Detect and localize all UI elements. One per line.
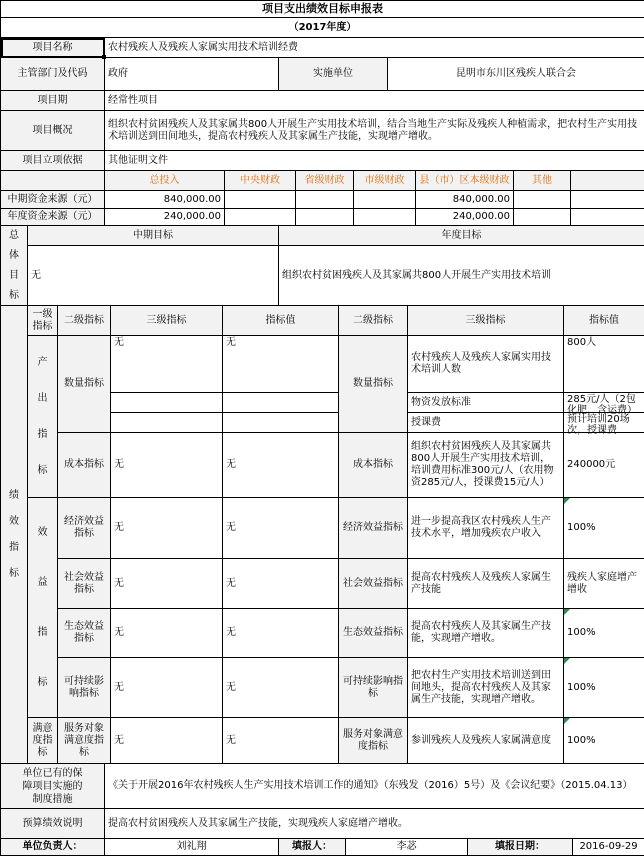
benefit-l3-right: 进一步提高我区农村残疾人生产技术水平，增加残疾农户收入 (408, 498, 564, 559)
benefit-row-ecologic (58, 609, 644, 658)
quantity-row-val: 800人 (564, 336, 644, 393)
benefit-label-right: 生态效益指标 (339, 609, 408, 658)
unit-head-value: 刘礼翔 (105, 839, 279, 856)
quantity-row-val: 285元/人（2包化肥，含运费） (564, 393, 644, 413)
unit-head-label: 单位负责人： (1, 839, 105, 856)
benefit-label-left: 社会效益指标 (58, 559, 111, 609)
benefit-group (28, 498, 644, 718)
benefit-l3-left: 无 (111, 559, 223, 609)
project-overview-label: 项目概况 (1, 111, 105, 151)
benefit-row-social (58, 559, 644, 609)
overall-goals-side-label: 总体目标 (1, 226, 28, 306)
cost-label-right: 成本指标 (339, 433, 408, 498)
funding-midterm-central (225, 191, 296, 209)
cost-block (58, 433, 644, 498)
performance-indicators-section (1, 306, 644, 764)
quantity-row-val: 预计培训20场次，授课费 (564, 413, 644, 433)
funding-midterm-county: 840,000.00 (416, 191, 514, 209)
benefit-label-left: 可持续影响指标 (58, 658, 111, 718)
safeguard-value: 《关于开展2016年农村残疾人生产实用技术培训工作的通知》（东残发（2016）5号）及《会议纪要》（2015.04.13） (105, 764, 644, 809)
excel-error-marker-icon (564, 718, 570, 724)
funding-header-total: 总投入 (105, 171, 225, 191)
excel-error-marker-icon (564, 498, 570, 504)
funding-midterm-city (354, 191, 416, 209)
satisfaction-group-label: 满意度指标 (28, 718, 58, 764)
benefit-group-label: 效益指标 (28, 498, 58, 718)
benefit-label-right: 社会效益指标 (339, 559, 408, 609)
satisfaction-label-right: 服务对象满意度指标 (339, 718, 408, 764)
satisfaction-val-left: 无 (223, 718, 339, 764)
header-level2-left: 二级指标 (58, 306, 111, 336)
performance-side-label: 绩效指标 (1, 306, 28, 764)
header-value-left: 指标值 (223, 306, 339, 336)
header-value-right: 指标值 (564, 306, 644, 336)
benefit-l3-right: 提高农村残疾人及残疾人家属生产技能 (408, 559, 564, 609)
quantity-row-l3: 农村残疾人及残疾人家属实用技术培训人数 (408, 336, 564, 393)
benefit-l3-left: 无 (111, 658, 223, 718)
form-year: （2017年度） (1, 18, 644, 38)
project-basis-label: 项目立项依据 (1, 151, 105, 171)
funding-midterm-total: 840,000.00 (105, 191, 225, 209)
project-basis-value: 其他证明文件 (105, 151, 644, 171)
excel-error-marker-icon (564, 658, 570, 664)
dept-code-label: 主管部门及代码 (1, 58, 105, 91)
benefit-label-left: 生态效益指标 (58, 609, 111, 658)
benefit-label-right: 经济效益指标 (339, 498, 408, 559)
benefit-val-right: 100% (564, 609, 644, 658)
quantity-label-left: 数量指标 (58, 336, 111, 433)
project-period-value: 经常性项目 (105, 91, 644, 111)
filler-label: 填报人： (279, 839, 346, 856)
quantity-val-left: 无 (223, 336, 339, 393)
header-level3-left: 三级指标 (111, 306, 223, 336)
satisfaction-l3-right: 参训残疾人及残疾人家属满意度 (408, 718, 564, 764)
benefit-val-left: 无 (223, 658, 339, 718)
impl-unit-label: 实施单位 (279, 58, 388, 91)
safeguard-label: 单位已有的保障项目实施的制度措施 (1, 764, 105, 809)
satisfaction-val-right: 100% (564, 718, 644, 764)
cost-label-left: 成本指标 (58, 433, 111, 498)
funding-header-other: 其他 (514, 171, 571, 191)
midterm-goal-header: 中期目标 (28, 226, 279, 246)
benefit-l3-left: 无 (111, 498, 223, 559)
annual-goal-value: 组织农村贫困残疾人及其家属共800人开展生产实用技术培训 (279, 246, 644, 306)
funding-annual-label: 年度资金来源（元） (1, 209, 105, 226)
funding-header-row (1, 171, 644, 191)
benefit-val-left: 无 (223, 609, 339, 658)
cost-l3-left: 无 (111, 433, 223, 498)
funding-row-midterm (1, 191, 644, 209)
project-name-label: 项目名称 (1, 38, 105, 58)
indicator-header-row (28, 306, 644, 336)
funding-header-county: 县（市）区本级财政 (416, 171, 514, 191)
funding-annual-central (225, 209, 296, 226)
benefit-val-left: 无 (223, 498, 339, 559)
header-level2-right: 二级指标 (339, 306, 408, 336)
satisfaction-group (28, 718, 644, 764)
project-name-value: 农村残疾人及残疾人家属实用技术培训经费 (105, 38, 644, 58)
quantity-row-l3: 授课费 (408, 413, 564, 433)
benefit-val-right: 100% (564, 498, 644, 559)
funding-midterm-other (514, 191, 571, 209)
benefit-val-right: 100% (564, 658, 644, 718)
cost-val-right: 240000元 (564, 433, 644, 498)
benefit-val-left: 无 (223, 559, 339, 609)
satisfaction-l3-left: 无 (111, 718, 223, 764)
funding-header-city: 市级财政 (354, 171, 416, 191)
footer-row (1, 839, 644, 856)
dept-code-value: 政府 (105, 58, 279, 91)
benefit-l3-right: 提高农村残疾人及其家属生产技能，实现增产增收。 (408, 609, 564, 658)
filler-value: 李苾 (346, 839, 468, 856)
funding-annual-province (296, 209, 354, 226)
cost-val-left: 无 (223, 433, 339, 498)
quantity-l3-left: 无 (111, 336, 223, 393)
quantity-label-right: 数量指标 (339, 336, 408, 433)
funding-header-central: 中央财政 (225, 171, 296, 191)
project-overview-value: 组织农村贫困残疾人及其家属共800人开展生产实用技术培训，结合当地生产实际及残疾人种植需求，把农村生产实用技术培训送到田间地头，提高农村残疾人及其家属生产技能，实现增产增收。 (105, 111, 644, 151)
benefit-label-left: 经济效益指标 (58, 498, 111, 559)
output-group-label: 产出指标 (28, 336, 58, 498)
funding-annual-other (514, 209, 571, 226)
form-title: 项目支出绩效目标申报表 (1, 1, 644, 18)
funding-midterm-province (296, 191, 354, 209)
overall-goals-section (1, 226, 644, 306)
budget-note-label: 预算绩效说明 (1, 809, 105, 839)
benefit-val-right: 残疾人家庭增产增收 (564, 559, 644, 609)
benefit-label-right: 可持续影响指标 (339, 658, 408, 718)
funding-header-blank (1, 171, 105, 191)
project-period-label: 项目期 (1, 91, 105, 111)
funding-header-spacer (571, 171, 644, 191)
fill-date-label: 填报日期： (468, 839, 573, 856)
funding-annual-total: 240,000.00 (105, 209, 225, 226)
excel-error-marker-icon (564, 609, 570, 615)
header-level3-right: 三级指标 (408, 306, 564, 336)
quantity-row-l3: 物资发放标准 (408, 393, 564, 413)
output-group (28, 336, 644, 498)
fill-date-value: 2016-09-29 (573, 839, 644, 856)
benefit-row-sustainable (58, 658, 644, 718)
benefit-row-economic (58, 498, 644, 559)
funding-header-province: 省级财政 (296, 171, 354, 191)
midterm-goal-value: 无 (28, 246, 279, 306)
quantity-block (58, 336, 644, 436)
funding-row-annual (1, 209, 644, 226)
impl-unit-value: 昆明市东川区残疾人联合会 (388, 58, 644, 91)
funding-annual-city (354, 209, 416, 226)
satisfaction-label-left: 服务对象满意度指标 (58, 718, 111, 764)
funding-annual-county: 240,000.00 (416, 209, 514, 226)
funding-midterm-label: 中期资金来源（元） (1, 191, 105, 209)
cost-l3-right: 组织农村贫困残疾人及其家属共800人开展生产实用技术培训，培训费用标准300元/人（农用物资285元/人，授课费15元/人） (408, 433, 564, 498)
budget-note-value: 提高农村贫困残疾人及其家属生产技能，实现残疾人家庭增产增收。 (105, 809, 644, 839)
annual-goal-header: 年度目标 (279, 226, 644, 246)
header-level1: 一级指标 (28, 306, 58, 336)
benefit-l3-left: 无 (111, 609, 223, 658)
benefit-l3-right: 把农村生产实用技术培训送到田间地头，提高农村残疾人及其家属生产技能，实现增产增收。 (408, 658, 564, 718)
